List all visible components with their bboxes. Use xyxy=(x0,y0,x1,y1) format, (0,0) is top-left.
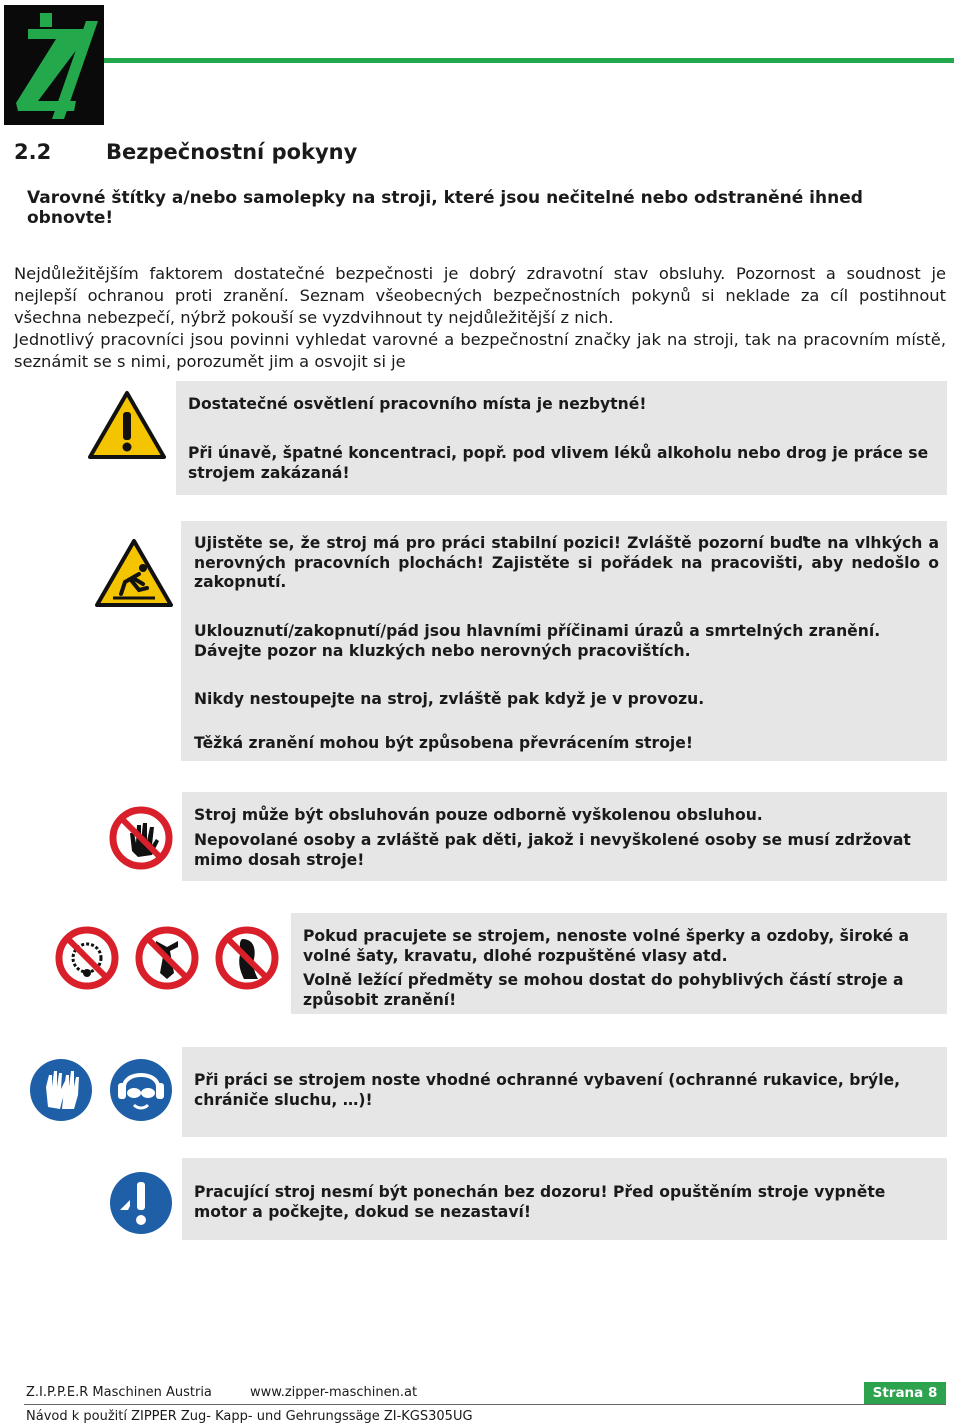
warning-title: Varovné štítky a/nebo samolepky na stroji, které jsou nečitelné nebo odstraněné ihned obnovte! xyxy=(27,188,863,228)
stop-machine-icon xyxy=(108,1170,174,1240)
box-text: Volně ležící předměty se mohou dostat do pohyblivých částí stroje a způsobit zranění! xyxy=(303,971,904,1009)
intro-paragraph-1: Nejdůležitějším faktorem dostatečné bezpečnosti je dobrý zdravotní stav obsluhy. Pozornost a soudnost je nejlepší ochranou proti zranění. Seznam všeobecných bezpečnostních pokynů si neklade za cíl postihnout všechna nebezpečí, nýbrž pokouší se vyzdvihnout ty nejdůležitější z nich. xyxy=(14,264,946,327)
box-text: Uklouznutí/zakopnutí/pád jsou hlavními příčinami úrazů a smrtelných zranění. Dávejte pozor na kluzkých nebo nerovných pracovištích. xyxy=(194,622,881,660)
intro-text xyxy=(14,263,946,373)
box-text: Při práci se strojem noste vhodné ochranné vybavení (ochranné rukavice, brýle, chrániče sluchu, …)! xyxy=(194,1071,901,1109)
gloves-required-icon xyxy=(28,1057,94,1127)
section-number: 2.2 xyxy=(14,140,52,164)
box-text: Ujistěte se, že stroj má pro práci stabilní pozici! Zvláště pozorní buďte na vlhkých a nerovných pracovních plochách! Zajistěte si pořádek na pracovišti, aby nedošlo o zakopnutí. xyxy=(194,534,939,591)
footer-url[interactable]: www.zipper-maschinen.at xyxy=(250,1385,418,1400)
box-text: Nepovolané osoby a zvláště pak děti, jakož i nevyškolené osoby se musí zdržovat mimo dosah stroje! xyxy=(194,831,911,869)
general-warning-icon xyxy=(88,390,166,464)
safety-box-stability xyxy=(181,521,947,761)
section-heading xyxy=(14,140,357,164)
safety-box-protective-equipment xyxy=(182,1047,947,1137)
section-title: Bezpečnostní pokyny xyxy=(106,140,358,164)
box-text: Těžká zranění mohou být způsobena převrácením stroje! xyxy=(194,734,693,752)
page-number-badge: Strana 8 xyxy=(864,1382,946,1404)
box-text: Stroj může být obsluhován pouze odborně vyškolenou obsluhou. xyxy=(194,806,763,824)
no-unauthorized-access-icon xyxy=(108,805,174,875)
box-text: Pokud pracujete se strojem, nenoste volné šperky a ozdoby, široké a volné šaty, kravatu, dlohé rozpuštěné vlasy atd. xyxy=(303,927,910,965)
footer-document-title: Návod k použití ZIPPER Zug- Kapp- und Gehrungssäge ZI-KGS305UG xyxy=(26,1409,473,1424)
footer-divider xyxy=(24,1404,946,1405)
intro-paragraph-2: Jednotlivý pracovníci jsou povinni vyhledat varovné a bezpečnostní značky jak na stroji, tak na pracovním místě, seznámit se s nimi, porozumět jim a osvojit si je xyxy=(14,330,946,371)
safety-box-loose-clothing xyxy=(291,913,947,1014)
eye-ear-protection-icon xyxy=(108,1057,174,1127)
box-text: Pracující stroj nesmí být ponechán bez dozoru! Před opuštěním stroje vypněte motor a počkejte, dokud se nezastaví! xyxy=(194,1183,886,1221)
box-text: Dostatečné osvětlení pracovního místa je nezbytné! xyxy=(188,395,647,413)
header-divider xyxy=(104,58,954,63)
box-text: Nikdy nestoupejte na stroj, zvláště pak když je v provozu. xyxy=(194,690,705,708)
no-loose-hair-icon xyxy=(214,925,280,995)
safety-box-unattended-machine xyxy=(182,1158,947,1240)
footer-company: Z.I.P.P.E.R Maschinen Austria xyxy=(26,1385,212,1400)
no-jewelry-icon xyxy=(54,925,120,995)
slip-fall-warning-icon xyxy=(95,538,173,612)
company-logo xyxy=(4,5,104,125)
safety-box-lighting xyxy=(176,381,947,495)
safety-box-trained-operators xyxy=(182,792,947,881)
box-text: Při únavě, špatné koncentraci, popř. pod vlivem léků alkoholu nebo drog je práce se strojem zakázaná! xyxy=(188,444,929,482)
no-tie-icon xyxy=(134,925,200,995)
